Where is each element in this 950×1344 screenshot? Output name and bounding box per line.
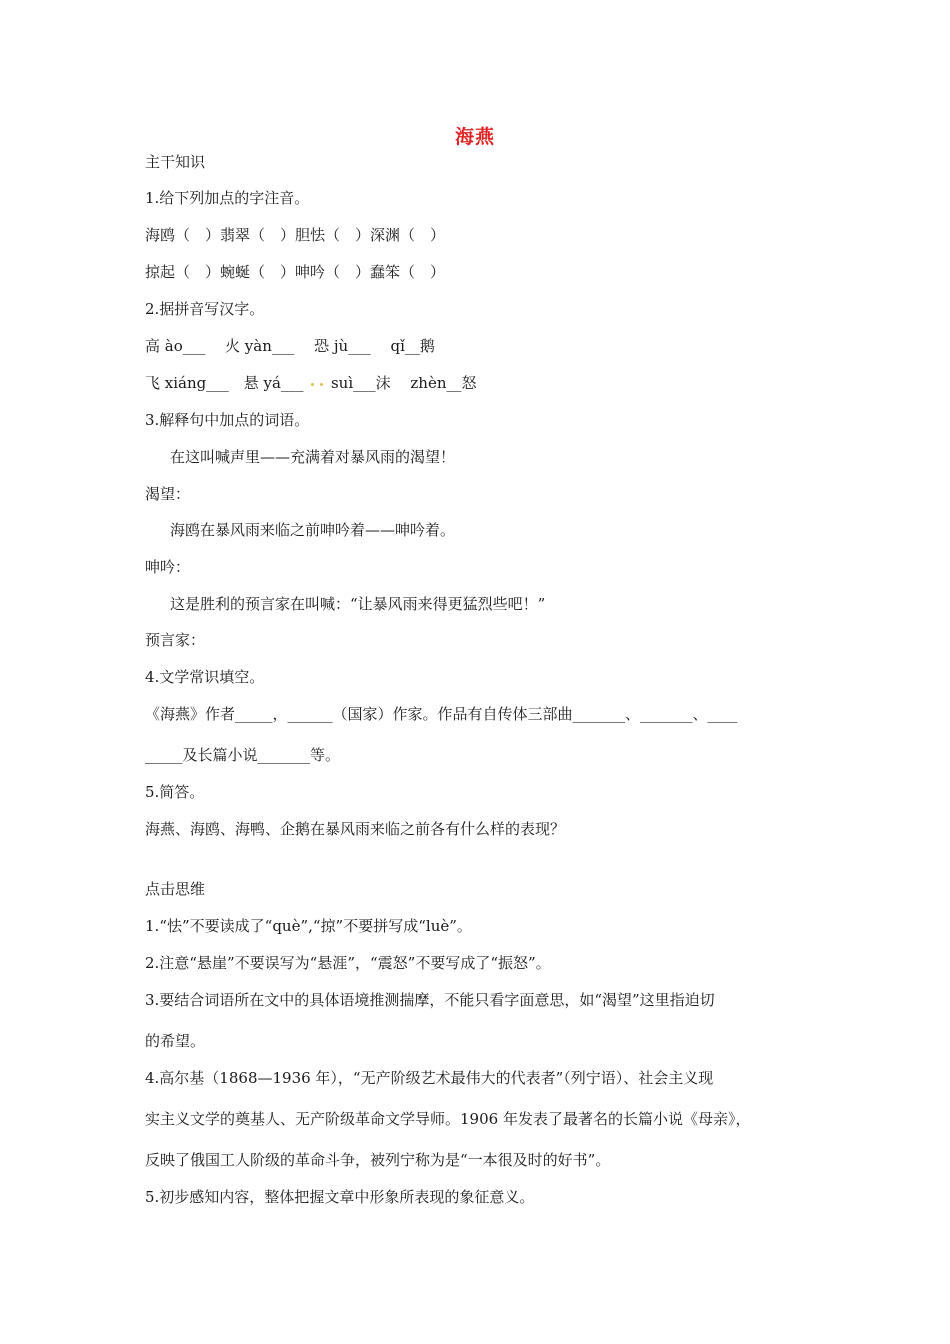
section-heading-main-knowledge: 主干知识 [145,153,206,171]
tip-3-line-1: 3.要结合词语所在文中的具体语境推测揣摩，不能只看字面意思，如“渴望”这里指迫切 [145,991,715,1009]
question-4-row-2: _____及长篇小说_______等。 [145,746,341,764]
question-1-row-1: 海鸥（ ）翡翠（ ）胆怯（ ）深渊（ ） [145,226,446,244]
question-3-sentence-3: 这是胜利的预言家在叫喊：“让暴风雨来得更猛烈些吧！” [170,595,546,613]
question-1: 1.给下列加点的字注音。 [145,189,310,207]
question-5-row-1: 海燕、海鸥、海鸭、企鹅在暴风雨来临之前各有什么样的表现？ [145,820,566,838]
question-3-word-1: 渴望： [145,485,191,503]
tip-4-line-3: 反映了俄国工人阶级的革命斗争，被列宁称为是“一本很及时的好书”。 [145,1151,611,1169]
tip-4-line-2: 实主义文学的奠基人、无产阶级革命文学导师。1906 年发表了最著名的长篇小说《母亲》， [145,1110,751,1128]
tip-3-line-2: 的希望。 [145,1032,206,1050]
section-heading-thinking: 点击思维 [145,880,206,898]
question-3-word-3: 预言家： [145,631,206,649]
question-2-row-1: 高 ào___ 火 yàn___ 恐 jù___ qǐ__鹅 [145,337,435,355]
question-4-row-1: 《海燕》作者_____，______（国家）作家。作品有自传体三部曲_______、_______、____ [145,705,738,723]
question-3-sentence-1: 在这叫喊声里——充满着对暴风雨的渴望！ [170,448,456,466]
question-3-sentence-2: 海鸥在暴风雨来临之前呻吟着——呻吟着。 [170,521,456,539]
question-1-row-2: 掠起（ ）蜿蜒（ ）呻吟（ ）蠢笨（ ） [145,263,446,281]
tip-5: 5.初步感知内容，整体把握文章中形象所表现的象征意义。 [145,1188,535,1206]
tip-2: 2.注意“悬崖”不要误写为“悬涯”，“震怒”不要写成了“振怒”。 [145,954,551,972]
question-4: 4.文学常识填空。 [145,668,265,686]
question-3: 3.解释句中加点的词语。 [145,411,310,429]
emphasis-dot [320,383,323,386]
question-3-word-2: 呻吟： [145,558,191,576]
question-2-row-2-part-a: 飞 xiáng___ 悬 yá___ [145,374,304,392]
emphasis-dot [311,383,314,386]
question-2: 2.据拼音写汉字。 [145,300,265,318]
document-title: 海燕 [454,126,495,148]
question-2-row-2-part-b: suì___沫 zhèn__怒 [330,374,477,392]
question-5: 5.简答。 [145,783,205,801]
question-2-row-2 [145,373,477,393]
tip-1: 1.“怯”不要读成了“què”,“掠”不要拼写成“luè”。 [145,917,472,935]
tip-4-line-1: 4.高尔基（1868—1936 年），“无产阶级艺术最伟大的代表者”（列宁语）、社会主义现 [145,1069,714,1087]
